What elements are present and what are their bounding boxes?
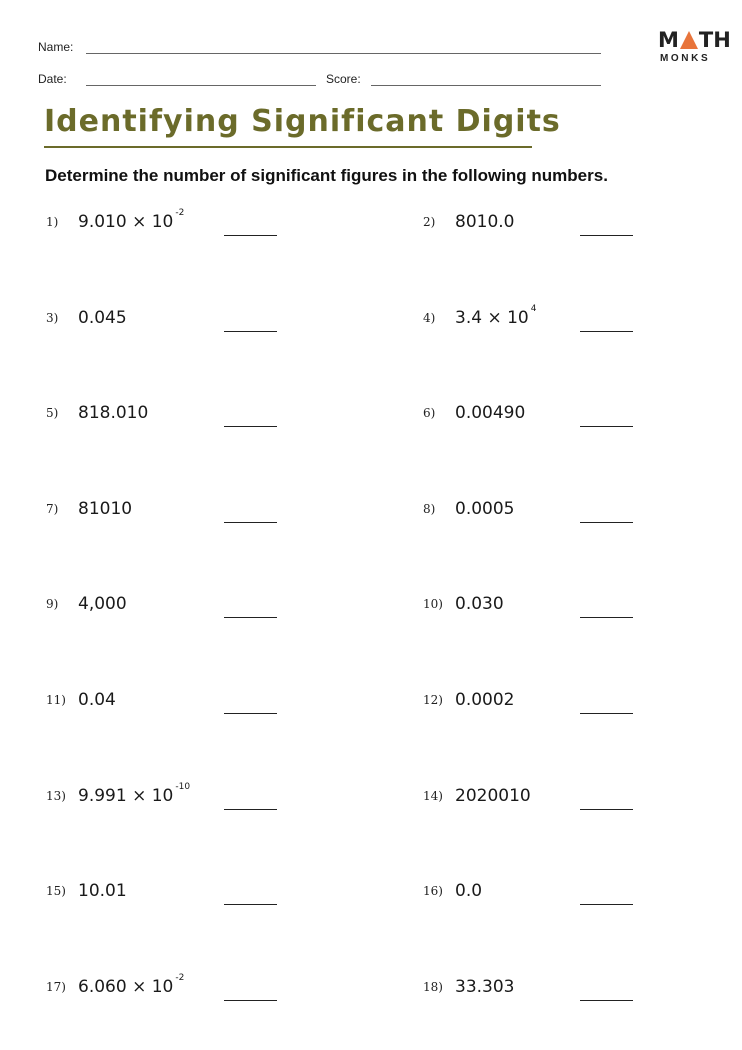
problem-number: 11) xyxy=(46,693,66,707)
problem-value xyxy=(455,499,514,519)
problem-value xyxy=(78,594,127,614)
problem-base: 0.0002 xyxy=(455,690,515,710)
answer-blank[interactable] xyxy=(224,1000,277,1001)
title-underline xyxy=(44,146,532,148)
score-field[interactable] xyxy=(371,85,601,86)
problem-number: 4) xyxy=(423,311,436,325)
score-label: Score: xyxy=(326,72,361,86)
date-field[interactable] xyxy=(86,85,316,86)
problem-value xyxy=(78,782,191,806)
problem-number: 12) xyxy=(423,693,443,707)
problem-base: 0.0005 xyxy=(455,499,515,519)
answer-blank[interactable] xyxy=(580,1000,633,1001)
answer-blank[interactable] xyxy=(580,235,633,236)
problem-exponent: 4 xyxy=(530,304,537,314)
name-field[interactable] xyxy=(86,53,601,54)
problem-base: 0.04 xyxy=(78,690,116,710)
problem-value xyxy=(78,499,132,519)
problem-number: 14) xyxy=(423,789,443,803)
problem-base: 4,000 xyxy=(78,594,127,614)
answer-blank[interactable] xyxy=(224,235,277,236)
problem-base: 33.303 xyxy=(455,977,515,997)
problem-number: 3) xyxy=(46,311,59,325)
triangle-icon xyxy=(680,31,698,49)
problem-value xyxy=(455,977,514,997)
problem-exponent: -2 xyxy=(175,208,185,218)
problem-base: 8010.0 xyxy=(455,212,515,232)
problem-base: 0.030 xyxy=(455,594,504,614)
problem-number: 1) xyxy=(46,215,59,229)
problem-number: 5) xyxy=(46,406,59,420)
problem-value xyxy=(455,212,514,232)
answer-blank[interactable] xyxy=(580,617,633,618)
answer-blank[interactable] xyxy=(224,331,277,332)
logo-letters-th: TH xyxy=(698,28,731,52)
problem-base: 0.045 xyxy=(78,308,127,328)
problem-value xyxy=(78,403,148,423)
instructions: Determine the number of significant figures in the following numbers. xyxy=(45,166,608,185)
answer-blank[interactable] xyxy=(580,904,633,905)
answer-blank[interactable] xyxy=(580,809,633,810)
problem-number: 9) xyxy=(46,597,59,611)
answer-blank[interactable] xyxy=(224,617,277,618)
answer-blank[interactable] xyxy=(224,809,277,810)
answer-blank[interactable] xyxy=(224,522,277,523)
problem-base: 3.4 × 10 xyxy=(455,308,529,328)
problem-value xyxy=(78,881,127,901)
problem-number: 10) xyxy=(423,597,443,611)
problem-base: 10.01 xyxy=(78,881,127,901)
answer-blank[interactable] xyxy=(580,331,633,332)
problem-number: 8) xyxy=(423,502,436,516)
name-label: Name: xyxy=(38,40,74,54)
problem-number: 17) xyxy=(46,980,66,994)
logo-letter-m: M xyxy=(658,28,679,52)
problem-value xyxy=(78,973,185,997)
page-title: Identifying Significant Digits xyxy=(44,104,561,139)
problem-base: 9.010 × 10 xyxy=(78,212,174,232)
problem-number: 18) xyxy=(423,980,443,994)
problem-base: 0.0 xyxy=(455,881,483,901)
problem-base: 2020010 xyxy=(455,786,531,806)
problem-base: 818.010 xyxy=(78,403,149,423)
math-monks-logo xyxy=(658,28,731,64)
problem-value xyxy=(455,881,482,901)
answer-blank[interactable] xyxy=(224,426,277,427)
problem-exponent: -10 xyxy=(175,782,191,792)
problem-base: 6.060 × 10 xyxy=(78,977,174,997)
problem-value xyxy=(78,308,127,328)
answer-blank[interactable] xyxy=(224,713,277,714)
problem-exponent: -2 xyxy=(175,973,185,983)
date-label: Date: xyxy=(38,72,67,86)
logo-subtitle: MONKS xyxy=(660,53,711,64)
problem-number: 6) xyxy=(423,406,436,420)
problem-value xyxy=(455,304,537,328)
problem-value xyxy=(455,403,525,423)
problem-base: 9.991 × 10 xyxy=(78,786,174,806)
problem-number: 7) xyxy=(46,502,59,516)
problem-number: 15) xyxy=(46,884,66,898)
problem-number: 2) xyxy=(423,215,436,229)
problem-value xyxy=(455,786,531,806)
problem-value xyxy=(78,208,185,232)
answer-blank[interactable] xyxy=(224,904,277,905)
problem-base: 0.00490 xyxy=(455,403,526,423)
problem-number: 16) xyxy=(423,884,443,898)
problem-base: 81010 xyxy=(78,499,133,519)
answer-blank[interactable] xyxy=(580,522,633,523)
answer-blank[interactable] xyxy=(580,426,633,427)
problem-value xyxy=(455,690,514,710)
answer-blank[interactable] xyxy=(580,713,633,714)
problem-value xyxy=(78,690,116,710)
problem-value xyxy=(455,594,504,614)
problem-number: 13) xyxy=(46,789,66,803)
